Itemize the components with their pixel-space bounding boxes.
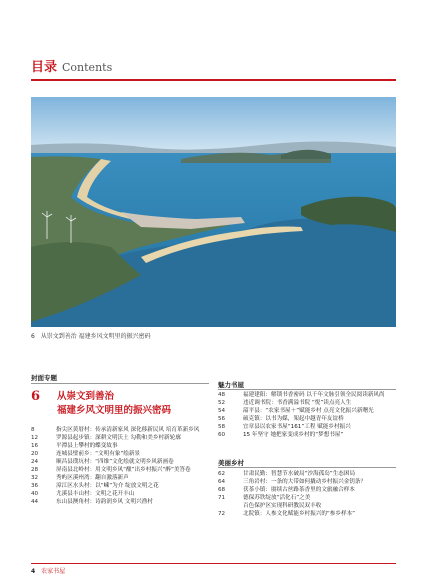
toc-item-title: 硕克镇：以书为媒，架起中越青年友谊桥 xyxy=(243,416,344,422)
footer-page-number: 4 xyxy=(31,568,36,575)
toc-item-page: 16 xyxy=(31,443,39,449)
toc-item-page: 44 xyxy=(31,499,39,505)
toc-item-title: 宜章县以农家书屋“161”工程 赋能乡村振兴 xyxy=(243,424,351,430)
toc-item-page: 58 xyxy=(218,424,226,430)
toc-item-page: 28 xyxy=(31,467,39,473)
toc-item-page: 40 xyxy=(31,491,39,497)
toc-item-title: 德保苏铁绽放“活化石”之美 xyxy=(243,495,311,501)
toc-item-page: 24 xyxy=(31,459,39,465)
toc-item-title: 百色保护区实现科研教民双丰收 xyxy=(243,503,322,509)
toc-item-title: 茯茶小镇：赓续古丝路茶香里的文旅融合样本 xyxy=(243,487,355,493)
toc-item-title: 北院镇：人参文化赋能乡村振兴的“参乡样本” xyxy=(243,511,356,517)
header-rule xyxy=(31,79,396,81)
toc-item-page: 56 xyxy=(218,416,226,422)
contents-header xyxy=(31,57,112,75)
section-divider xyxy=(31,383,209,384)
toc-item-title: 违近调书院：书香满溢书院 “悦”读点亮人生 xyxy=(243,400,352,406)
section-label-beautiful-village: 美丽乡村 xyxy=(218,459,244,467)
toc-item-title: 15 年坚守 她把家变成乡村的“梦想书屋” xyxy=(243,432,344,438)
feature-page-number: 6 xyxy=(31,389,41,404)
toc-item-title: 罗源县起步镇：深耕文明沃土 勾勒和美乡村新轮廓 xyxy=(56,435,181,441)
section-divider xyxy=(218,467,396,468)
cover-photo xyxy=(31,97,396,327)
toc-item-page: 72 xyxy=(218,511,226,517)
toc-item-title: 三角岩村：一条的大带如何撬动乡村振兴金钥条？ xyxy=(243,479,367,485)
footer-magazine-name: 农家书屋 xyxy=(41,568,66,575)
toc-item-title: 秀屿区溪州湾：翻自激落新声 xyxy=(56,475,129,481)
section-divider xyxy=(218,389,396,390)
section-label-charm-bookhouse: 魅力书屋 xyxy=(218,381,244,389)
page-footer xyxy=(31,566,65,575)
toc-item-page: 8 xyxy=(31,427,35,433)
toc-item-page: 12 xyxy=(31,435,39,441)
toc-item-title: 指尖区黄厝村：传承清新家风 深化移新民风 培育革新乡风 xyxy=(56,427,200,433)
toc-item-page: 71 xyxy=(218,495,226,501)
toc-item-page: 62 xyxy=(218,471,226,477)
footer-rule xyxy=(31,563,396,564)
toc-item-page: 68 xyxy=(218,487,226,493)
toc-item-title: 顺昌县璞坑村：“四维”文化绘就文明乡风新画卷 xyxy=(56,459,174,465)
toc-item-title: 连城县璧前乡：“文明有象”绘新景 xyxy=(56,451,141,457)
feature-title-line1: 从崇文到善治 xyxy=(57,391,115,402)
toc-item-page: 60 xyxy=(218,432,226,438)
toc-item-page: 52 xyxy=(218,400,226,406)
toc-item-title: 福建建阳：解锁书香密码 以千年文脉引领全民阅读新风尚 xyxy=(243,392,385,398)
toc-item-title: 屏南县北岭村：用文明乡风“酿”出乡村振兴“醉”美答卷 xyxy=(56,467,191,473)
toc-item-title: 东山县澳角村：诗韵润乡风 文明兴渔村 xyxy=(56,499,153,505)
contents-title-en: Contents xyxy=(62,61,113,74)
photo-caption-page: 6 xyxy=(31,333,35,340)
toc-item-page: 54 xyxy=(218,408,226,414)
toc-item-page: 20 xyxy=(31,451,39,457)
section-label-cover-topic: 封面专题 xyxy=(31,374,57,382)
toc-item-page: 64 xyxy=(218,479,226,485)
toc-item-title: 尤溪县丰山村：文明之花开丰山 xyxy=(56,491,135,497)
feature-title-line2: 福建乡风文明里的振兴密码 xyxy=(57,405,172,416)
toc-item-page: 32 xyxy=(31,475,39,481)
toc-item-page: 48 xyxy=(218,392,226,398)
contents-title-cn: 目录 xyxy=(31,60,58,75)
toc-item-page: 36 xyxy=(31,483,39,489)
toc-item-title: 平潭县上攀村的蝶变故事 xyxy=(56,443,118,449)
photo-caption-text: 从崇文到善治 福建乡风文明里的振兴密码 xyxy=(40,333,151,340)
photo-caption xyxy=(31,331,151,340)
toc-item-title: 甘肃民勤：智慧节水破局“沙海孤岛”生态困局 xyxy=(243,471,356,477)
toc-item-title: 漳江区水头村：以“嵊”为介 绽放文明之花 xyxy=(56,483,159,489)
toc-item-title: 韶平县：“农家书屋＋”赋能乡村 点亮文化振兴新曙光 xyxy=(243,408,374,414)
